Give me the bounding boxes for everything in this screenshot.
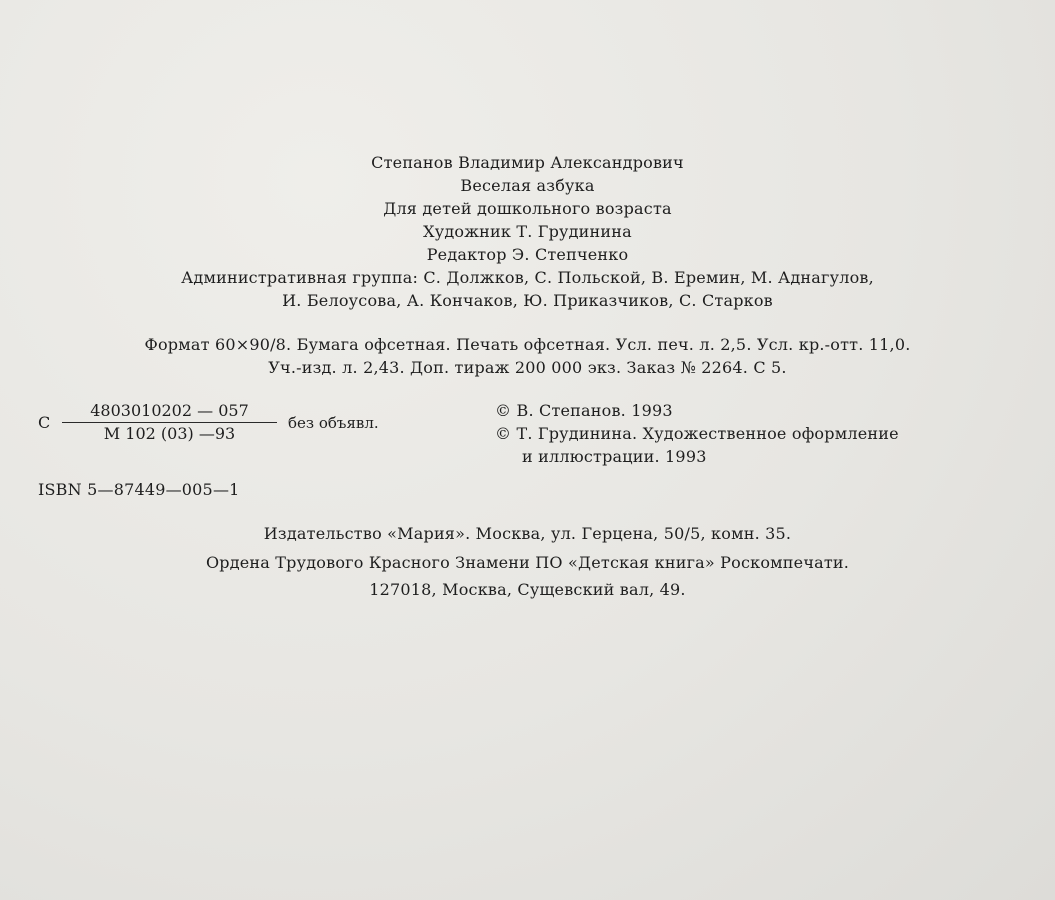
index-code-prefix: С [38,413,51,432]
isbn: ISBN 5—87449—005—1 [38,480,240,499]
editor-credit: Редактор Э. Степченко [426,245,629,264]
copyright-line-1: © В. Степанов. 1993 [495,401,673,420]
publisher-line-3: 127018, Москва, Сущевский вал, 49. [369,580,686,599]
index-code-denominator: М 102 (03) —93 [103,424,236,443]
publisher-line-2: Ордена Трудового Красного Знамени ПО «Детская книга» Роскомпечати. [205,553,850,572]
admin-group-line-1: Административная группа: С. Должков, С. Польской, В. Еремин, М. Аднагулов, [181,268,874,287]
publisher-line-1: Издательство «Мария». Москва, ул. Герцена, 50/5, комн. 35. [263,524,792,543]
specs-line-1: Формат 60×90/8. Бумага офсетная. Печать офсетная. Усл. печ. л. 2,5. Усл. кр.-отт. 11,0. [144,335,911,354]
fraction-bar [62,422,277,423]
copyright-line-2: © Т. Грудинина. Художественное оформление [495,424,899,443]
copyright-line-3: и иллюстрации. 1993 [522,447,707,466]
specs-line-2: Уч.-изд. л. 2,43. Доп. тираж 200 000 экз. Заказ № 2264. С 5. [268,358,787,377]
author-name: Степанов Владимир Александрович [371,153,684,172]
index-code-numerator: 4803010202 — 057 [90,401,249,420]
book-title: Веселая азбука [460,176,595,195]
index-code-suffix: без объявл. [288,414,379,432]
admin-group-line-2: И. Белоусова, А. Кончаков, Ю. Приказчиков, С. Старков [282,291,773,310]
illustrator-credit: Художник Т. Грудинина [423,222,632,241]
audience-note: Для детей дошкольного возраста [383,199,672,218]
index-code-fraction [62,401,277,444]
